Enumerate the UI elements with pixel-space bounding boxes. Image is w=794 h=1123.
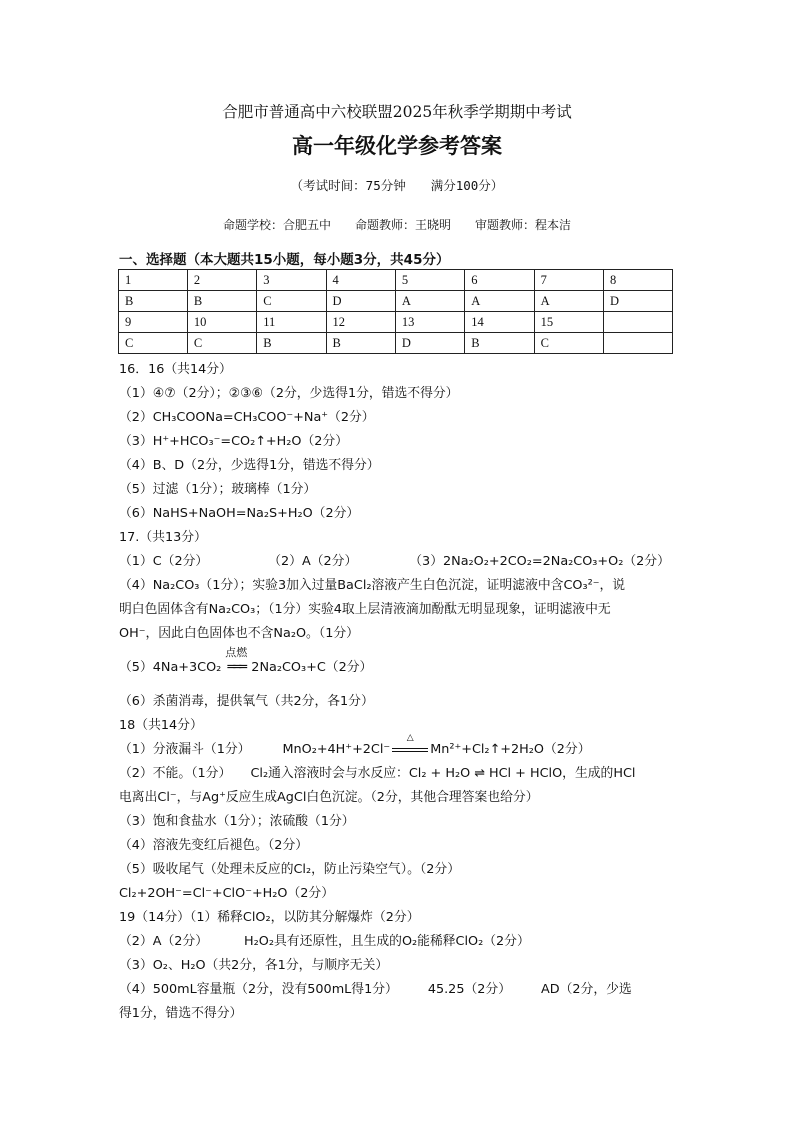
q17-heading: 17.（共13分） — [119, 530, 207, 545]
authors-line: 命题学校：合肥五中 命题教师：王晓明 审题教师：程本洁 — [222, 218, 571, 232]
exam-info: （考试时间：75分钟 满分100分） — [290, 178, 504, 193]
exam-name: 合肥市普通高中六校联盟2025年秋季学期期中考试 — [222, 103, 572, 121]
table-row — [119, 312, 673, 333]
q18-answer-2b: 电离出Cl⁻，与Ag⁺反应生成AgCl白色沉淀。（2分，其他合理答案也给分） — [119, 790, 539, 805]
table-cell: 4 — [326, 270, 395, 291]
table-cell: B — [326, 333, 395, 354]
table-cell: C — [119, 333, 188, 354]
table-cell: 9 — [119, 312, 188, 333]
table-cell: 3 — [257, 270, 326, 291]
q16-answer-6: （6）NaHS+NaOH=Na₂S+H₂O（2分） — [119, 506, 360, 521]
table-cell — [603, 312, 672, 333]
table-cell — [603, 333, 672, 354]
table-cell: 15 — [534, 312, 603, 333]
table-row — [119, 333, 673, 354]
table-row — [119, 270, 673, 291]
page-title: 高一年级化学参考答案 — [292, 134, 502, 158]
q18-heading: 18（共14分） — [119, 718, 203, 733]
condition-heat: △ — [406, 733, 414, 743]
table-cell: 14 — [465, 312, 534, 333]
q19-answer-1: 19（14分）（1）稀释ClO₂，以防其分解爆炸（2分） — [119, 910, 420, 925]
table-cell: 1 — [119, 270, 188, 291]
table-row — [119, 291, 673, 312]
q19-answer-4-mid: 45.25（2分） — [427, 982, 511, 997]
table-cell: 7 — [534, 270, 603, 291]
q18-eq-right: Mn²⁺+Cl₂↑+2H₂O（2分） — [430, 742, 591, 757]
q16-answer-3: （3）H⁺+HCO₃⁻=CO₂↑+H₂O（2分） — [119, 434, 349, 449]
q19-answer-4-cont: 得1分，错选不得分） — [119, 1006, 243, 1021]
q17-answer-4b: 明白色固体含有Na₂CO₃；（1分）实验4取上层清液滴加酚酞无明显现象，证明滤液中无 — [119, 602, 611, 617]
q18-answer-5-eq: Cl₂+2OH⁻=Cl⁻+ClO⁻+H₂O（2分） — [119, 886, 335, 901]
table-cell: B — [465, 333, 534, 354]
q17-answer-5 — [119, 646, 679, 680]
answer-body — [119, 358, 679, 1026]
table-cell: B — [119, 291, 188, 312]
table-cell: 11 — [257, 312, 326, 333]
q17-eq-left: （5）4Na+3CO₂ — [119, 660, 222, 675]
q19-answer-4 — [119, 978, 679, 1002]
q18-answer-3: （3）饱和食盐水（1分）；浓硫酸（1分） — [119, 814, 355, 829]
q18-answer-1-left: （1）分液漏斗（1分） — [119, 742, 251, 757]
table-cell: 8 — [603, 270, 672, 291]
q17-answer-6: （6）杀菌消毒，提供氧气（共2分，各1分） — [119, 694, 374, 709]
table-cell: B — [187, 291, 256, 312]
answer-table — [118, 269, 673, 354]
q17-answer-2: （2）A（2分） — [268, 554, 358, 569]
q16-heading: 16．16（共14分） — [119, 362, 232, 377]
q19-answer-2-right: H₂O₂具有还原性，且生成的O₂能稀释ClO₂（2分） — [244, 934, 530, 949]
q18-answer-1 — [119, 733, 679, 762]
q18-answer-5: （5）吸收尾气（处理未反应的Cl₂，防止污染空气）。（2分） — [119, 862, 461, 877]
table-cell: 6 — [465, 270, 534, 291]
q16-answer-4: （4）B、D（2分，少选得1分，错选不得分） — [119, 458, 380, 473]
q16-answer-2: （2）CH₃COONa=CH₃COO⁻+Na⁺（2分） — [119, 410, 375, 425]
table-cell: A — [534, 291, 603, 312]
table-cell: 5 — [395, 270, 464, 291]
q16-answer-1: （1）④⑦（2分）；②③⑥（2分，少选得1分，错选不得分） — [119, 386, 459, 401]
table-cell: 13 — [395, 312, 464, 333]
table-cell: D — [326, 291, 395, 312]
q19-answer-4-right: AD（2分，少选 — [541, 982, 632, 997]
q16-answer-5: （5）过滤（1分）；玻璃棒（1分） — [119, 482, 317, 497]
table-cell: A — [465, 291, 534, 312]
q17-answer-3: （3）2Na₂O₂+2CO₂=2Na₂CO₃+O₂（2分） — [409, 554, 670, 569]
q19-answer-3: （3）O₂、H₂O（共2分，各1分，与顺序无关） — [119, 958, 389, 973]
q19-answer-2-left: （2）A（2分） — [119, 934, 209, 949]
table-cell: 2 — [187, 270, 256, 291]
reaction-condition-heat — [390, 733, 430, 762]
q18-eq-left: MnO₂+4H⁺+2Cl⁻ — [282, 742, 391, 757]
condition-ignite: 点燃 — [225, 646, 248, 659]
table-cell: A — [395, 291, 464, 312]
table-cell: 10 — [187, 312, 256, 333]
q17-answers-1-3 — [119, 550, 679, 574]
section-heading: 一、选择题（本大题共15小题，每小题3分，共45分） — [119, 252, 450, 268]
q17-answer-4a: （4）Na₂CO₃（1分）；实验3加入过量BaCl₂溶液产生白色沉淀，证明滤液中含CO₃²⁻，说 — [119, 578, 626, 593]
table-cell: 12 — [326, 312, 395, 333]
reaction-condition: 点燃 ═══ — [221, 656, 251, 680]
table-cell: C — [257, 291, 326, 312]
q18-answer-4: （4）溶液先变红后褪色。（2分） — [119, 838, 309, 853]
q19-answer-4-left: （4）500mL容量瓶（2分，没有500mL得1分） — [119, 982, 398, 997]
q17-answer-4c: OH⁻，因此白色固体也不含Na₂O。（1分） — [119, 626, 359, 641]
table-cell: D — [395, 333, 464, 354]
q19-answer-2 — [119, 930, 679, 954]
table-cell: B — [257, 333, 326, 354]
table-cell: C — [187, 333, 256, 354]
table-cell: D — [603, 291, 672, 312]
q18-answer-2a: （2）不能。（1分） Cl₂通入溶液时会与水反应：Cl₂ + H₂O ⇌ HCl + HClO，生成的HCl — [119, 766, 636, 781]
q17-answer-1: （1）C（2分） — [119, 554, 209, 569]
q17-eq-right: 2Na₂CO₃+C（2分） — [251, 660, 373, 675]
table-cell: C — [534, 333, 603, 354]
